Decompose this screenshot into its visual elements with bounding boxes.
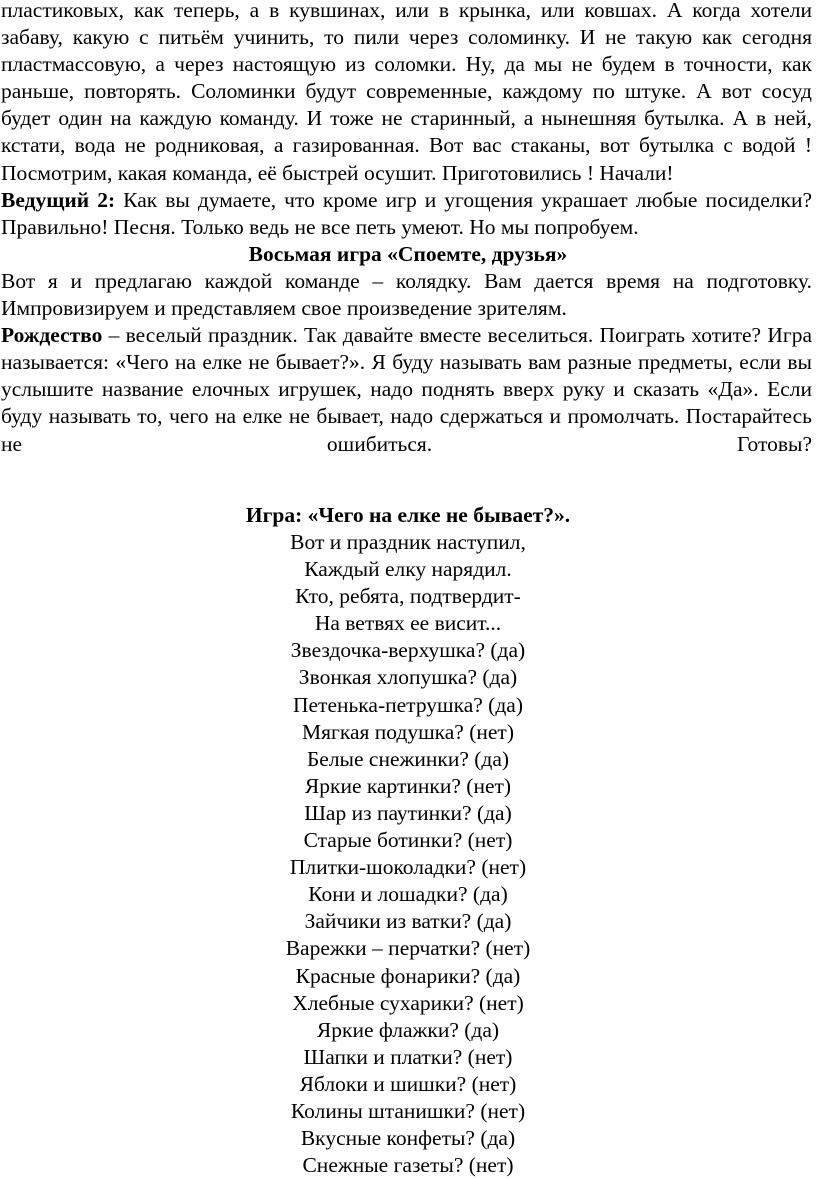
poem-line: Шар из паутинки? (да) bbox=[304, 800, 512, 825]
poem-line: Звонкая хлопушка? (да) bbox=[298, 665, 518, 690]
poem-line: Каждый елку нарядил. bbox=[304, 557, 512, 582]
poem-line: Колины штанишки? (нет) bbox=[290, 1098, 526, 1123]
poem-line: Снежные газеты? (нет) bbox=[302, 1153, 514, 1178]
poem-line: Шапки и платки? (нет) bbox=[303, 1044, 513, 1069]
poem-line: На ветвях ее висит... bbox=[314, 611, 502, 636]
eighth-game-heading: Восьмая игра «Споемте, друзья» bbox=[248, 241, 568, 266]
poem-line: Кто, ребята, подтвердит- bbox=[295, 584, 521, 609]
christmas-bold-word: Рождество bbox=[1, 323, 103, 348]
top-paragraph: пластиковых, как теперь, а в кувшинах, или в крынка, или ковшах. А когда хотели забаву, какую с питьём учинить, то пили через соломинку. И не такую как сегодня пластмассовую, а через настоящую из соломки. Ну, да мы не будем в точности, как раньше, повторять. Соломинки будут современные, каждому по штуке. А вот сосуд будет один на каждую команду. И тоже не старинный, а нынешняя бутылка. А в ней, кстати, вода не родниковая, а газированная. Вот вас стаканы, вот бутылка с водой ! Посмотрим, какая команда, её быстрей осушит. Приготовились ! Начали! bbox=[1, 0, 812, 185]
poem-line: Плитки-шоколадки? (нет) bbox=[289, 855, 527, 880]
host-speaker-label: Ведущий 2: bbox=[1, 187, 116, 212]
poem-line: Старые ботинки? (нет) bbox=[303, 828, 513, 853]
host-speech-text: Как вы думаете, что кроме игр и угощения украшает любые посиделки? Правильно! Песня. Только ведь не все петь умеют. Но мы попробуем. bbox=[1, 187, 812, 239]
host-paragraph bbox=[0, 187, 816, 241]
poem bbox=[0, 529, 816, 1179]
christmas-paragraph bbox=[0, 322, 816, 457]
intro-text-block bbox=[0, 0, 816, 458]
poem-line: Хлебные сухарики? (нет) bbox=[292, 990, 524, 1015]
poem-line: Яркие картинки? (нет) bbox=[304, 773, 512, 798]
poem-line: Яркие флажки? (да) bbox=[316, 1017, 500, 1042]
poem-line: Красные фонарики? (да) bbox=[295, 963, 521, 988]
poem-line: Кони и лошадки? (да) bbox=[308, 882, 508, 907]
poem-line: Вкусные конфеты? (да) bbox=[300, 1126, 516, 1151]
poem-line: Белые снежинки? (да) bbox=[306, 746, 510, 771]
carol-paragraph: Вот я и предлагаю каждой команде – колядку. Вам дается время на подготовку. Импровизируем и представляем свое произведение зрителям. bbox=[1, 268, 812, 321]
poem-line: Варежки – перчатки? (нет) bbox=[285, 936, 531, 961]
christmas-text: – веселый праздник. Так давайте вместе веселиться. Поиграть хотите? Игра называется: «Чего на елке не бывает?». Я буду называть вам разные предметы, если вы услышите название елочных игрушек, надо поднять вверх руку и сказать «Да». Если буду называть то, чего на елке не бывает, надо сдержаться и промолчать. Постарайтесь не ошибиться. Готовы? bbox=[1, 323, 812, 456]
poem-line: Вот и праздник наступил, bbox=[290, 530, 526, 554]
game-title: Игра: «Чего на елке не бывает?». bbox=[245, 503, 571, 527]
poem-line: Мягкая подушка? (нет) bbox=[302, 719, 514, 744]
poem-line: Звездочка-верхушка? (да) bbox=[290, 638, 526, 663]
poem-line: Зайчики из ватки? (да) bbox=[304, 909, 512, 934]
poem-line: Петенька-петрушка? (да) bbox=[292, 692, 523, 717]
poem-line: Яблоки и шишки? (нет) bbox=[299, 1071, 517, 1096]
